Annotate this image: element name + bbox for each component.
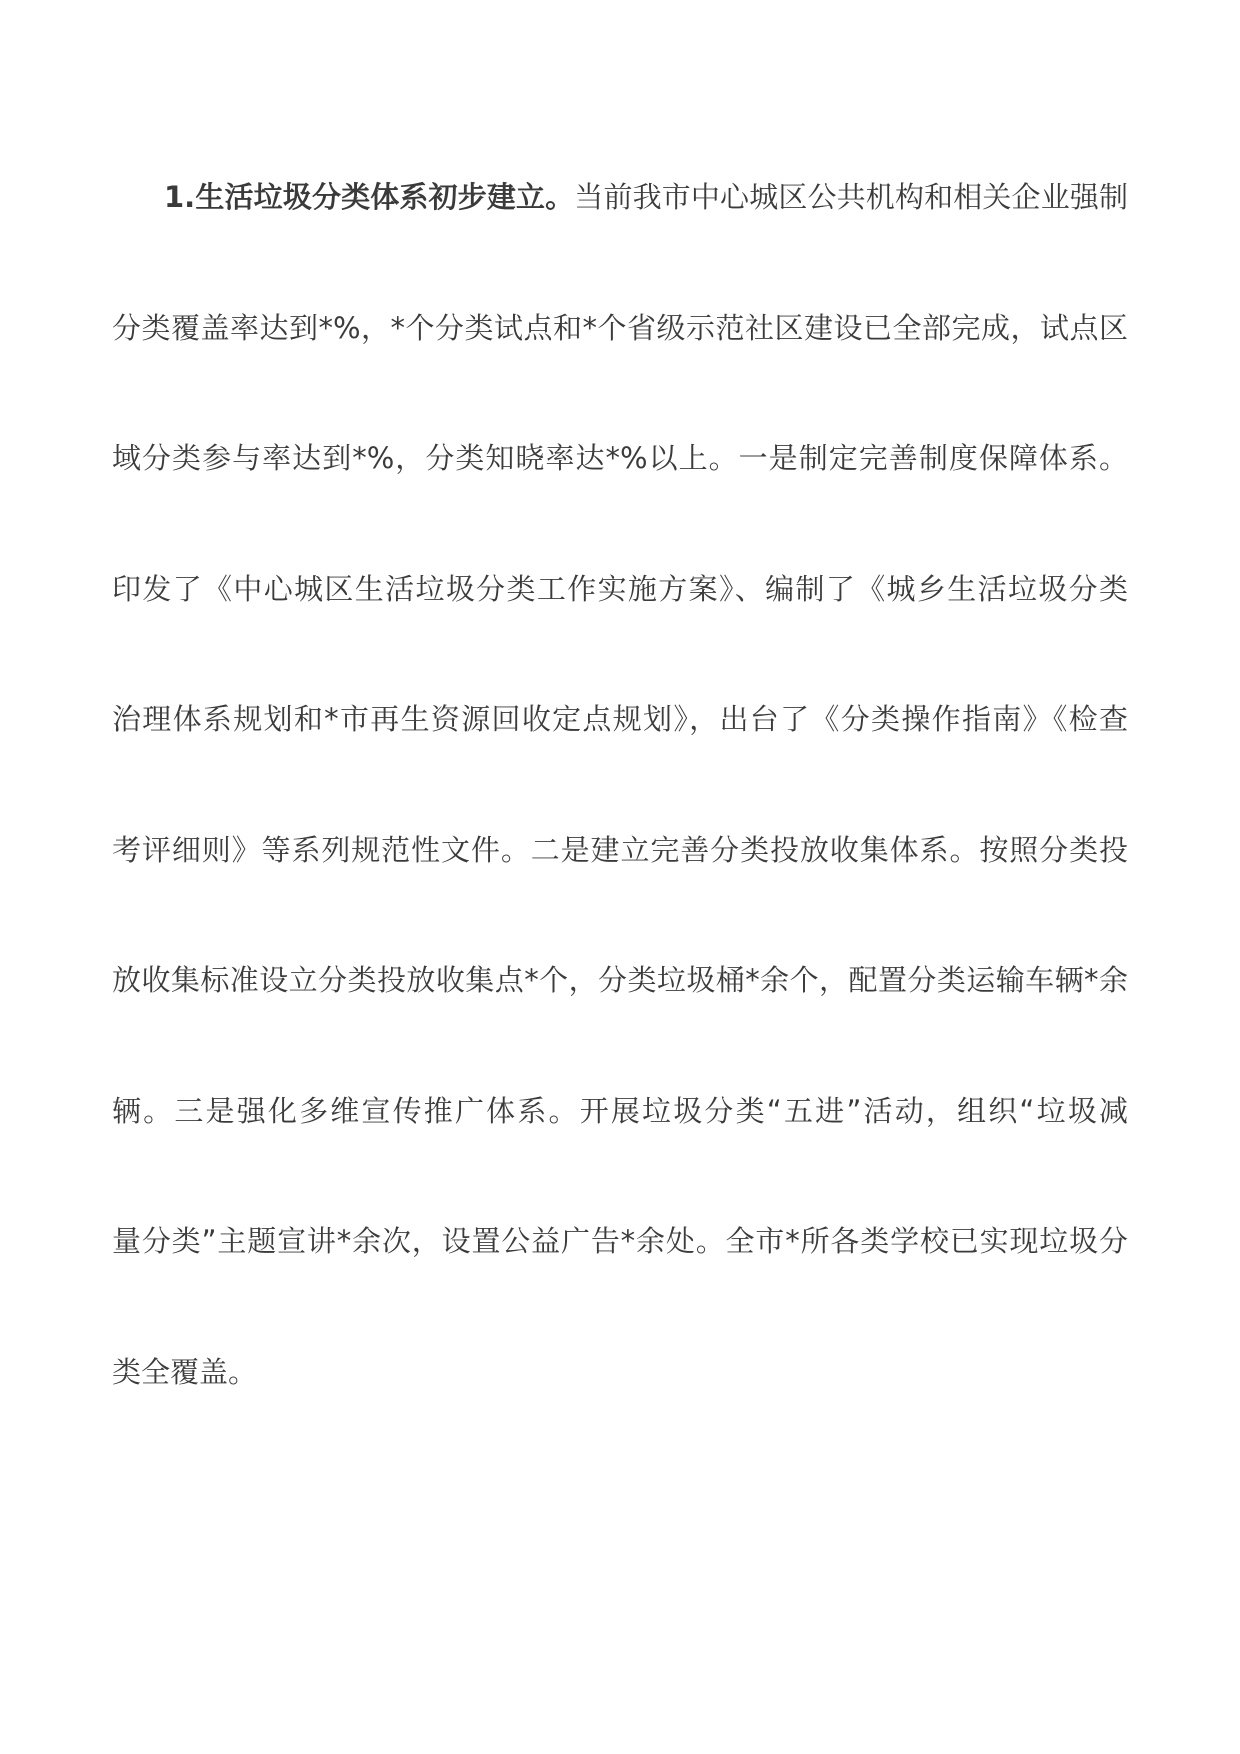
paragraph-line-4: 印发了《中心城区生活垃圾分类工作实施方案》、编制了《城乡生活垃圾分类: [112, 571, 1128, 606]
paragraph-line-3: 域分类参与率达到*%，分类知晓率达*%以上。一是制定完善制度保障体系。: [112, 441, 1128, 475]
paragraph-line-10: 类全覆盖。: [112, 1354, 258, 1389]
paragraph-line-2: 分类覆盖率达到*%，*个分类试点和*个省级示范社区建设已全部完成，试点区: [112, 310, 1128, 345]
paragraph-line-9: 量分类”主题宣讲*余次，设置公益广告*余处。全市*所各类学校已实现垃圾分: [112, 1224, 1128, 1258]
body-text: 当前我市中心城区公共机构和相关企业强制: [574, 180, 1128, 214]
paragraph-line-1: [112, 166, 1128, 297]
section-heading: 1.生活垃圾分类体系初步建立。: [164, 180, 575, 214]
document-body: [112, 166, 1128, 1471]
paragraph-line-5: 治理体系规划和*市再生资源回收定点规划》，出台了《分类操作指南》《检查: [112, 702, 1128, 736]
paragraph-line-6: 考评细则》等系列规范性文件。二是建立完善分类投放收集体系。按照分类投: [112, 832, 1128, 867]
paragraph-line-7: 放收集标准设立分类投放收集点*个，分类垃圾桶*余个，配置分类运输车辆*余: [112, 963, 1128, 997]
paragraph-line-8: 辆。三是强化多维宣传推广体系。开展垃圾分类“五进”活动，组织“垃圾减: [112, 1093, 1128, 1128]
